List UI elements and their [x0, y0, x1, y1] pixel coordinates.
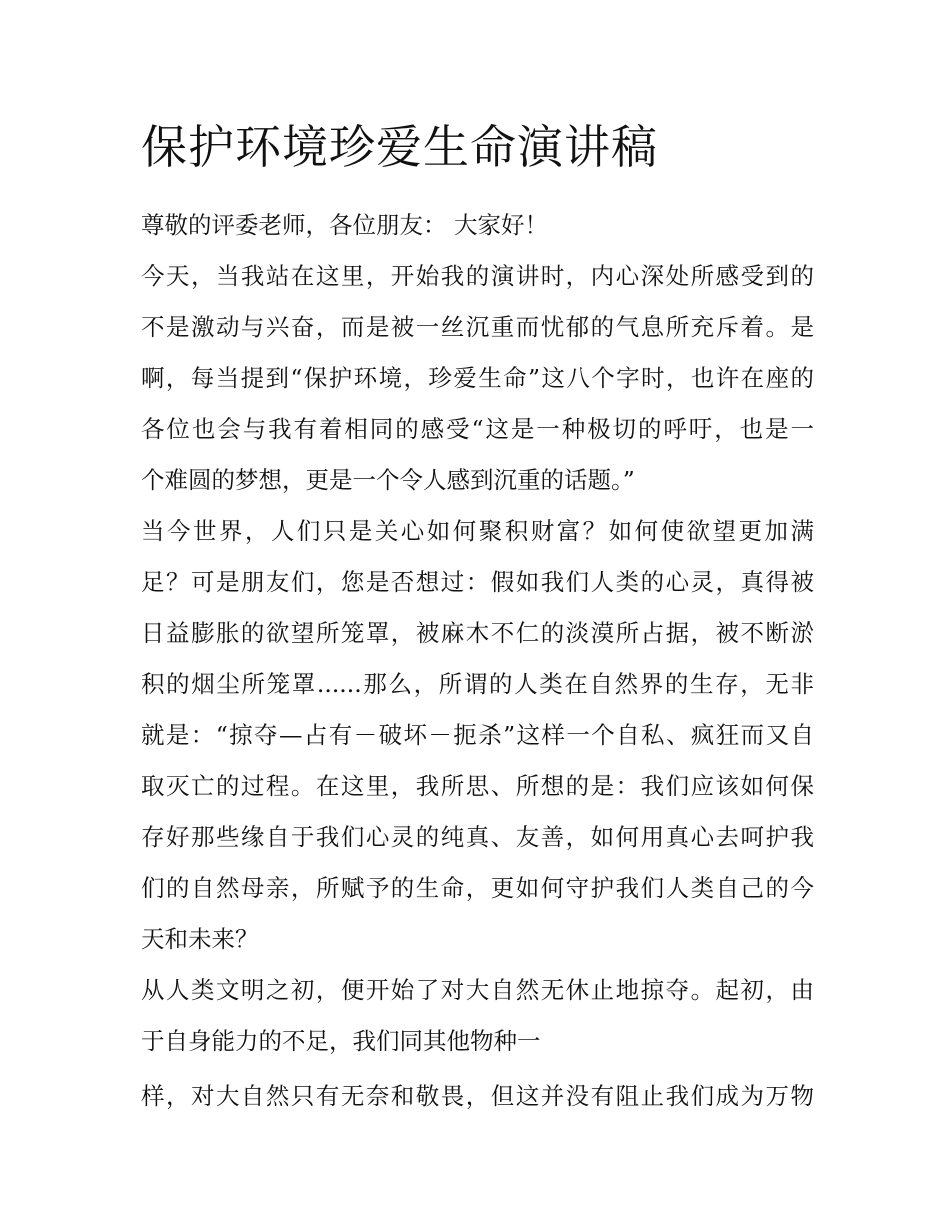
text-line: 积的烟尘所笼罩......那么，所谓的人类在自然界的生存，无非 [141, 670, 814, 698]
text-line: 个难圆的梦想，更是一个令人感到沉重的话题。” [141, 466, 635, 494]
text-line: 日益膨胀的欲望所笼罩，被麻木不仁的淡漠所占据，被不断淤 [141, 619, 814, 647]
text-line: 啊，每当提到“保护环境，珍爱生命”这八个字时，也许在座的 [141, 364, 814, 392]
text-line: 天和未来？ [141, 925, 259, 953]
text-line: 样，对大自然只有无奈和敬畏，但这并没有阻止我们成为万物 [141, 1082, 814, 1110]
text-line: 存好那些缘自于我们心灵的纯真、友善，如何用真心去呵护我 [141, 823, 814, 851]
text-line: 就是：“掠夺—占有－破坏－扼杀”这样一个自私、疯狂而又自 [141, 721, 814, 749]
text-line: 于自身能力的不足，我们同其他物种一 [141, 1027, 541, 1055]
text-line: 各位也会与我有着相同的感受“这是一种极切的呼吁，也是一 [141, 415, 814, 443]
text-line: 从人类文明之初，便开始了对大自然无休止地掠夺。起初，由 [141, 976, 814, 1004]
text-line: 今天，当我站在这里，开始我的演讲时，内心深处所感受到的 [141, 262, 814, 290]
speech-body [141, 200, 814, 1122]
text-line: 足？可是朋友们，您是否想过：假如我们人类的心灵，真得被 [141, 568, 814, 596]
text-line: 们的自然母亲，所赋予的生命，更如何守护我们人类自己的今 [141, 874, 814, 902]
text-line: 不是激动与兴奋，而是被一丝沉重而忧郁的气息所充斥着。是 [141, 313, 814, 341]
text-line: 取灭亡的过程。在这里，我所思、所想的是：我们应该如何保 [141, 772, 814, 800]
text-line-greeting: 尊敬的评委老师，各位朋友： 大家好！ [141, 211, 548, 239]
page-title: 保护环境珍爱生命演讲稿 [141, 120, 658, 174]
text-line: 当今世界，人们只是关心如何聚积财富？如何使欲望更加满 [141, 517, 814, 545]
